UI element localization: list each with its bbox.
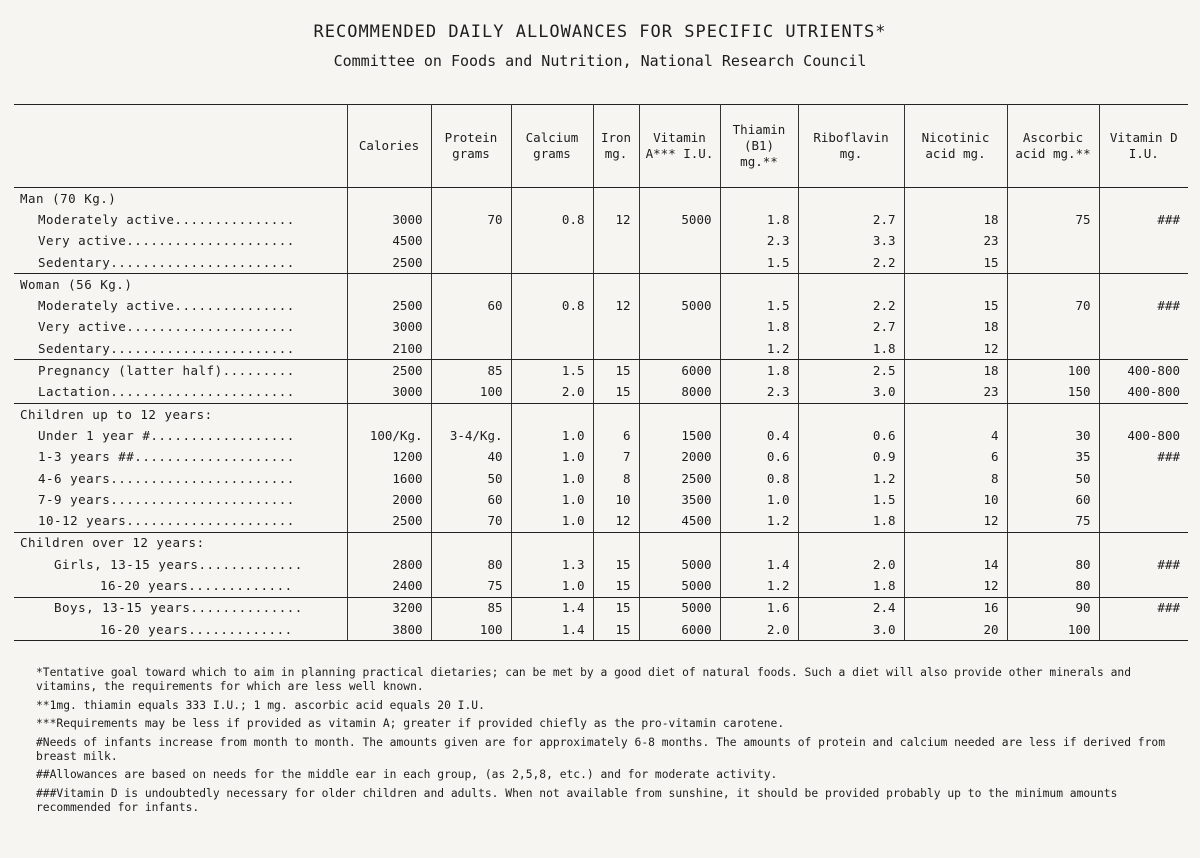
cell-value: 15	[593, 382, 639, 404]
cell-value: 6	[593, 425, 639, 446]
cell-value	[593, 403, 639, 425]
cell-value: 40	[431, 447, 511, 468]
cell-value: 100	[431, 382, 511, 404]
row-label: Children up to 12 years:	[20, 406, 213, 422]
table-row	[14, 425, 1188, 446]
cell-value	[347, 532, 431, 554]
cell-value: 1.0	[511, 447, 593, 468]
cell-value	[593, 532, 639, 554]
header-protein: Protein grams	[431, 105, 511, 188]
cell-value	[431, 532, 511, 554]
cell-value: 3200	[347, 597, 431, 619]
cell-value: 75	[1007, 209, 1099, 230]
cell-value: 2800	[347, 554, 431, 575]
table-row	[14, 209, 1188, 230]
cell-value: 2.0	[720, 619, 798, 641]
cell-value	[431, 231, 511, 252]
cell-value	[1007, 532, 1099, 554]
cell-value	[904, 532, 1007, 554]
row-label: Lactation.......................	[14, 382, 347, 404]
cell-value: 100	[1007, 360, 1099, 382]
cell-value: 12	[904, 575, 1007, 597]
header-vitamin-d: Vitamin D I.U.	[1099, 105, 1188, 188]
cell-value	[593, 338, 639, 360]
cell-value	[639, 317, 720, 338]
cell-value: 1.8	[798, 575, 904, 597]
cell-value	[511, 274, 593, 296]
cell-value	[511, 188, 593, 210]
cell-value: 400-800	[1099, 425, 1188, 446]
table-row	[14, 317, 1188, 338]
cell-value: 1.3	[511, 554, 593, 575]
row-label: Man (70 Kg.)	[20, 190, 117, 206]
cell-value	[1007, 188, 1099, 210]
cell-value: 3500	[639, 489, 720, 510]
cell-value: 4	[904, 425, 1007, 446]
cell-value: 75	[1007, 510, 1099, 532]
footnote-general: *Tentative goal toward which to aim in planning practical dietaries; can be met by a good diet of natural foods. Such a diet will also provide other minerals and vitamins, the requirements for which are less well known.	[36, 666, 1132, 693]
cell-value: 60	[431, 489, 511, 510]
cell-value: ###	[1099, 597, 1188, 619]
cell-value	[1099, 274, 1188, 296]
cell-value: 2500	[347, 510, 431, 532]
cell-value: 2.3	[720, 231, 798, 252]
cell-value	[1099, 252, 1188, 274]
cell-value: 1.8	[720, 209, 798, 230]
cell-value	[431, 338, 511, 360]
header-calcium: Calcium grams	[511, 105, 593, 188]
cell-value: 3000	[347, 317, 431, 338]
cell-value	[347, 188, 431, 210]
table-row	[14, 382, 1188, 404]
cell-value: 70	[431, 209, 511, 230]
cell-value: 85	[431, 360, 511, 382]
cell-value	[511, 532, 593, 554]
row-label: Very active.....................	[38, 319, 295, 335]
row-label: 16-20 years.............	[14, 575, 347, 597]
page-subtitle: Committee on Foods and Nutrition, National Research Council	[333, 52, 867, 70]
cell-value: 70	[1007, 295, 1099, 316]
cell-value: 1.0	[511, 575, 593, 597]
row-label: Moderately active...............	[38, 298, 295, 314]
cell-value: 1.0	[511, 510, 593, 532]
section-header-row	[14, 188, 1188, 210]
row-label: Girls, 13-15 years.............	[54, 556, 303, 572]
cell-value	[720, 188, 798, 210]
table-row	[14, 510, 1188, 532]
footnote-infants: #Needs of infants increase from month to month. The amounts given are for approximately 6-8 months. The amounts of protein and calcium needed are less if derived from breast milk.	[36, 735, 1166, 763]
row-label: 1-3 years ##....................	[38, 449, 295, 465]
row-label: Under 1 year #..................	[38, 427, 295, 443]
footnotes	[20, 666, 1190, 819]
cell-value: 400-800	[1099, 382, 1188, 404]
row-label: Woman (56 Kg.)	[20, 276, 133, 292]
cell-value: 0.8	[511, 295, 593, 316]
cell-value: ###	[1099, 295, 1188, 316]
cell-value: 1.5	[798, 489, 904, 510]
cell-value	[511, 403, 593, 425]
cell-value: 1.2	[798, 468, 904, 489]
cell-value: 8	[904, 468, 1007, 489]
cell-value: 2500	[639, 468, 720, 489]
cell-value: 1600	[347, 468, 431, 489]
cell-value: 100/Kg.	[347, 425, 431, 446]
cell-value	[593, 274, 639, 296]
cell-value: 5000	[639, 209, 720, 230]
cell-value: 1.4	[511, 597, 593, 619]
header-category	[14, 105, 347, 188]
cell-value	[720, 403, 798, 425]
cell-value: 20	[904, 619, 1007, 641]
cell-value: 75	[431, 575, 511, 597]
table-row	[14, 597, 1188, 619]
cell-value	[639, 532, 720, 554]
cell-value	[798, 274, 904, 296]
cell-value: 2.4	[798, 597, 904, 619]
cell-value: 1.8	[720, 317, 798, 338]
cell-value	[593, 317, 639, 338]
cell-value: 3000	[347, 209, 431, 230]
header-row	[14, 105, 1188, 188]
cell-value	[720, 274, 798, 296]
cell-value: 15	[593, 554, 639, 575]
cell-value: 12	[593, 209, 639, 230]
cell-value	[1099, 317, 1188, 338]
cell-value: 0.4	[720, 425, 798, 446]
cell-value	[431, 252, 511, 274]
cell-value: 1.0	[511, 425, 593, 446]
header-vitamin-a: Vitamin A*** I.U.	[639, 105, 720, 188]
cell-value: 2100	[347, 338, 431, 360]
cell-value: 2500	[347, 295, 431, 316]
table-row	[14, 231, 1188, 252]
cell-value: ###	[1099, 554, 1188, 575]
table-row	[14, 619, 1188, 641]
cell-value	[904, 188, 1007, 210]
page-title: RECOMMENDED DAILY ALLOWANCES FOR SPECIFIC UTRIENTS*	[313, 22, 887, 42]
cell-value: 15	[593, 619, 639, 641]
cell-value	[639, 252, 720, 274]
cell-value: 50	[1007, 468, 1099, 489]
cell-value	[1099, 575, 1188, 597]
cell-value: 5000	[639, 597, 720, 619]
cell-value: ###	[1099, 209, 1188, 230]
cell-value: 2.5	[798, 360, 904, 382]
header-calories: Calories	[347, 105, 431, 188]
cell-value: 8	[593, 468, 639, 489]
cell-value	[798, 188, 904, 210]
row-label: Moderately active...............	[38, 211, 295, 227]
footnote-vitamin-d: ###Vitamin D is undoubtedly necessary for older children and adults. When not available from sunshine, it should be provided probably up to the minimum amounts recommended for infants.	[36, 786, 1118, 814]
header-nicotinic-acid: Nicotinic acid mg.	[904, 105, 1007, 188]
cell-value: ###	[1099, 447, 1188, 468]
cell-value	[1099, 188, 1188, 210]
cell-value	[431, 188, 511, 210]
cell-value: 4500	[639, 510, 720, 532]
cell-value: 90	[1007, 597, 1099, 619]
cell-value	[593, 188, 639, 210]
cell-value: 1500	[639, 425, 720, 446]
cell-value	[639, 188, 720, 210]
cell-value: 1.0	[511, 468, 593, 489]
table-row	[14, 252, 1188, 274]
header-riboflavin: Riboflavin mg.	[798, 105, 904, 188]
cell-value: 1.8	[798, 510, 904, 532]
cell-value: 1.5	[720, 295, 798, 316]
cell-value	[639, 274, 720, 296]
cell-value: 23	[904, 382, 1007, 404]
cell-value: 8000	[639, 382, 720, 404]
cell-value	[639, 231, 720, 252]
cell-value: 60	[1007, 489, 1099, 510]
cell-value: 1.8	[720, 360, 798, 382]
cell-value: 100	[431, 619, 511, 641]
table-row	[14, 554, 1188, 575]
cell-value: 3.0	[798, 619, 904, 641]
cell-value: 0.6	[720, 447, 798, 468]
footnote-vitamin-a: ***Requirements may be less if provided as vitamin A; greater if provided chiefly as the pro-vitamin carotene.	[36, 717, 785, 730]
cell-value	[1099, 619, 1188, 641]
cell-value	[593, 252, 639, 274]
cell-value: 85	[431, 597, 511, 619]
cell-value: 1.8	[798, 338, 904, 360]
cell-value: 1200	[347, 447, 431, 468]
cell-value: 2.7	[798, 209, 904, 230]
cell-value: 3000	[347, 382, 431, 404]
footnote-thiamin-equivalence: **1mg. thiamin equals 333 I.U.; 1 mg. ascorbic acid equals 20 I.U.	[36, 698, 485, 712]
cell-value	[1007, 231, 1099, 252]
cell-value: 30	[1007, 425, 1099, 446]
cell-value: 400-800	[1099, 360, 1188, 382]
cell-value: 3.0	[798, 382, 904, 404]
row-label: 7-9 years.......................	[38, 491, 295, 507]
cell-value: 0.6	[798, 425, 904, 446]
cell-value	[593, 231, 639, 252]
cell-value: 2.0	[798, 554, 904, 575]
header-iron: Iron mg.	[593, 105, 639, 188]
cell-value	[511, 338, 593, 360]
cell-value	[1099, 403, 1188, 425]
cell-value: 1.0	[511, 489, 593, 510]
cell-value	[1099, 338, 1188, 360]
cell-value: 12	[904, 510, 1007, 532]
cell-value: 4500	[347, 231, 431, 252]
row-label: Boys, 13-15 years..............	[54, 600, 303, 616]
cell-value: 2000	[347, 489, 431, 510]
cell-value: 6	[904, 447, 1007, 468]
cell-value: 60	[431, 295, 511, 316]
cell-value: 10	[904, 489, 1007, 510]
cell-value: 2.7	[798, 317, 904, 338]
cell-value	[1099, 231, 1188, 252]
cell-value: 1.2	[720, 510, 798, 532]
cell-value: 80	[1007, 554, 1099, 575]
cell-value: 15	[904, 252, 1007, 274]
header-ascorbic-acid: Ascorbic acid mg.**	[1007, 105, 1099, 188]
cell-value	[347, 403, 431, 425]
cell-value: 2.2	[798, 295, 904, 316]
row-label: Sedentary.......................	[14, 338, 347, 360]
header-thiamin: Thiamin (B1) mg.**	[720, 105, 798, 188]
cell-value: 2000	[639, 447, 720, 468]
section-header-row	[14, 274, 1188, 296]
cell-value: 0.8	[720, 468, 798, 489]
cell-value: 5000	[639, 295, 720, 316]
cell-value	[347, 274, 431, 296]
cell-value	[511, 231, 593, 252]
cell-value	[1007, 338, 1099, 360]
cell-value	[431, 317, 511, 338]
cell-value: 23	[904, 231, 1007, 252]
cell-value: 15	[904, 295, 1007, 316]
cell-value: 14	[904, 554, 1007, 575]
cell-value: 18	[904, 317, 1007, 338]
cell-value	[1007, 274, 1099, 296]
cell-value	[1007, 252, 1099, 274]
row-label: Children over 12 years:	[20, 535, 205, 551]
cell-value	[798, 532, 904, 554]
row-label: Pregnancy (latter half).........	[38, 363, 295, 379]
table-row	[14, 447, 1188, 468]
row-label: Sedentary.......................	[14, 252, 347, 274]
cell-value: 1.4	[511, 619, 593, 641]
cell-value	[1007, 403, 1099, 425]
cell-value: 2.3	[720, 382, 798, 404]
cell-value	[904, 274, 1007, 296]
cell-value: 2500	[347, 360, 431, 382]
cell-value	[798, 403, 904, 425]
cell-value: 1.5	[511, 360, 593, 382]
row-label: 10-12 years.....................	[14, 510, 347, 532]
cell-value: 12	[904, 338, 1007, 360]
cell-value: 35	[1007, 447, 1099, 468]
cell-value: 2.0	[511, 382, 593, 404]
cell-value: 5000	[639, 575, 720, 597]
table-row	[14, 489, 1188, 510]
cell-value: 12	[593, 510, 639, 532]
cell-value	[639, 338, 720, 360]
cell-value: 12	[593, 295, 639, 316]
cell-value	[511, 252, 593, 274]
table-row	[14, 360, 1188, 382]
row-label: 16-20 years.............	[14, 619, 347, 641]
cell-value: 15	[593, 575, 639, 597]
cell-value: 6000	[639, 619, 720, 641]
cell-value: 18	[904, 209, 1007, 230]
cell-value	[1099, 532, 1188, 554]
cell-value: 70	[431, 510, 511, 532]
cell-value: 3800	[347, 619, 431, 641]
table-row	[14, 338, 1188, 360]
cell-value	[511, 317, 593, 338]
cell-value: 3-4/Kg.	[431, 425, 511, 446]
cell-value: 100	[1007, 619, 1099, 641]
section-header-row	[14, 403, 1188, 425]
cell-value: 1.4	[720, 554, 798, 575]
table-row	[14, 468, 1188, 489]
cell-value: 0.8	[511, 209, 593, 230]
cell-value: 5000	[639, 554, 720, 575]
cell-value: 1.5	[720, 252, 798, 274]
cell-value	[431, 403, 511, 425]
cell-value: 2.2	[798, 252, 904, 274]
cell-value: 3.3	[798, 231, 904, 252]
cell-value: 1.2	[720, 338, 798, 360]
cell-value	[1099, 510, 1188, 532]
table-row	[14, 575, 1188, 597]
cell-value	[1099, 468, 1188, 489]
cell-value: 15	[593, 597, 639, 619]
cell-value	[1099, 489, 1188, 510]
cell-value: 80	[1007, 575, 1099, 597]
cell-value: 18	[904, 360, 1007, 382]
allowances-table	[14, 104, 1188, 641]
cell-value	[431, 274, 511, 296]
cell-value: 150	[1007, 382, 1099, 404]
table-row	[14, 295, 1188, 316]
cell-value: 50	[431, 468, 511, 489]
cell-value: 10	[593, 489, 639, 510]
cell-value: 1.0	[720, 489, 798, 510]
row-label: 4-6 years.......................	[38, 470, 295, 486]
cell-value: 2400	[347, 575, 431, 597]
cell-value: 80	[431, 554, 511, 575]
cell-value: 6000	[639, 360, 720, 382]
footnote-allowances: ##Allowances are based on needs for the middle ear in each group, (as 2,5,8, etc.) and for moderate activity.	[36, 768, 778, 781]
cell-value: 2500	[347, 252, 431, 274]
cell-value: 7	[593, 447, 639, 468]
cell-value	[904, 403, 1007, 425]
cell-value	[639, 403, 720, 425]
row-label: Very active.....................	[38, 233, 295, 249]
section-header-row	[14, 532, 1188, 554]
cell-value	[720, 532, 798, 554]
table-body	[14, 188, 1188, 641]
cell-value: 0.9	[798, 447, 904, 468]
cell-value: 16	[904, 597, 1007, 619]
cell-value: 15	[593, 360, 639, 382]
cell-value	[1007, 317, 1099, 338]
cell-value: 1.2	[720, 575, 798, 597]
cell-value: 1.6	[720, 597, 798, 619]
